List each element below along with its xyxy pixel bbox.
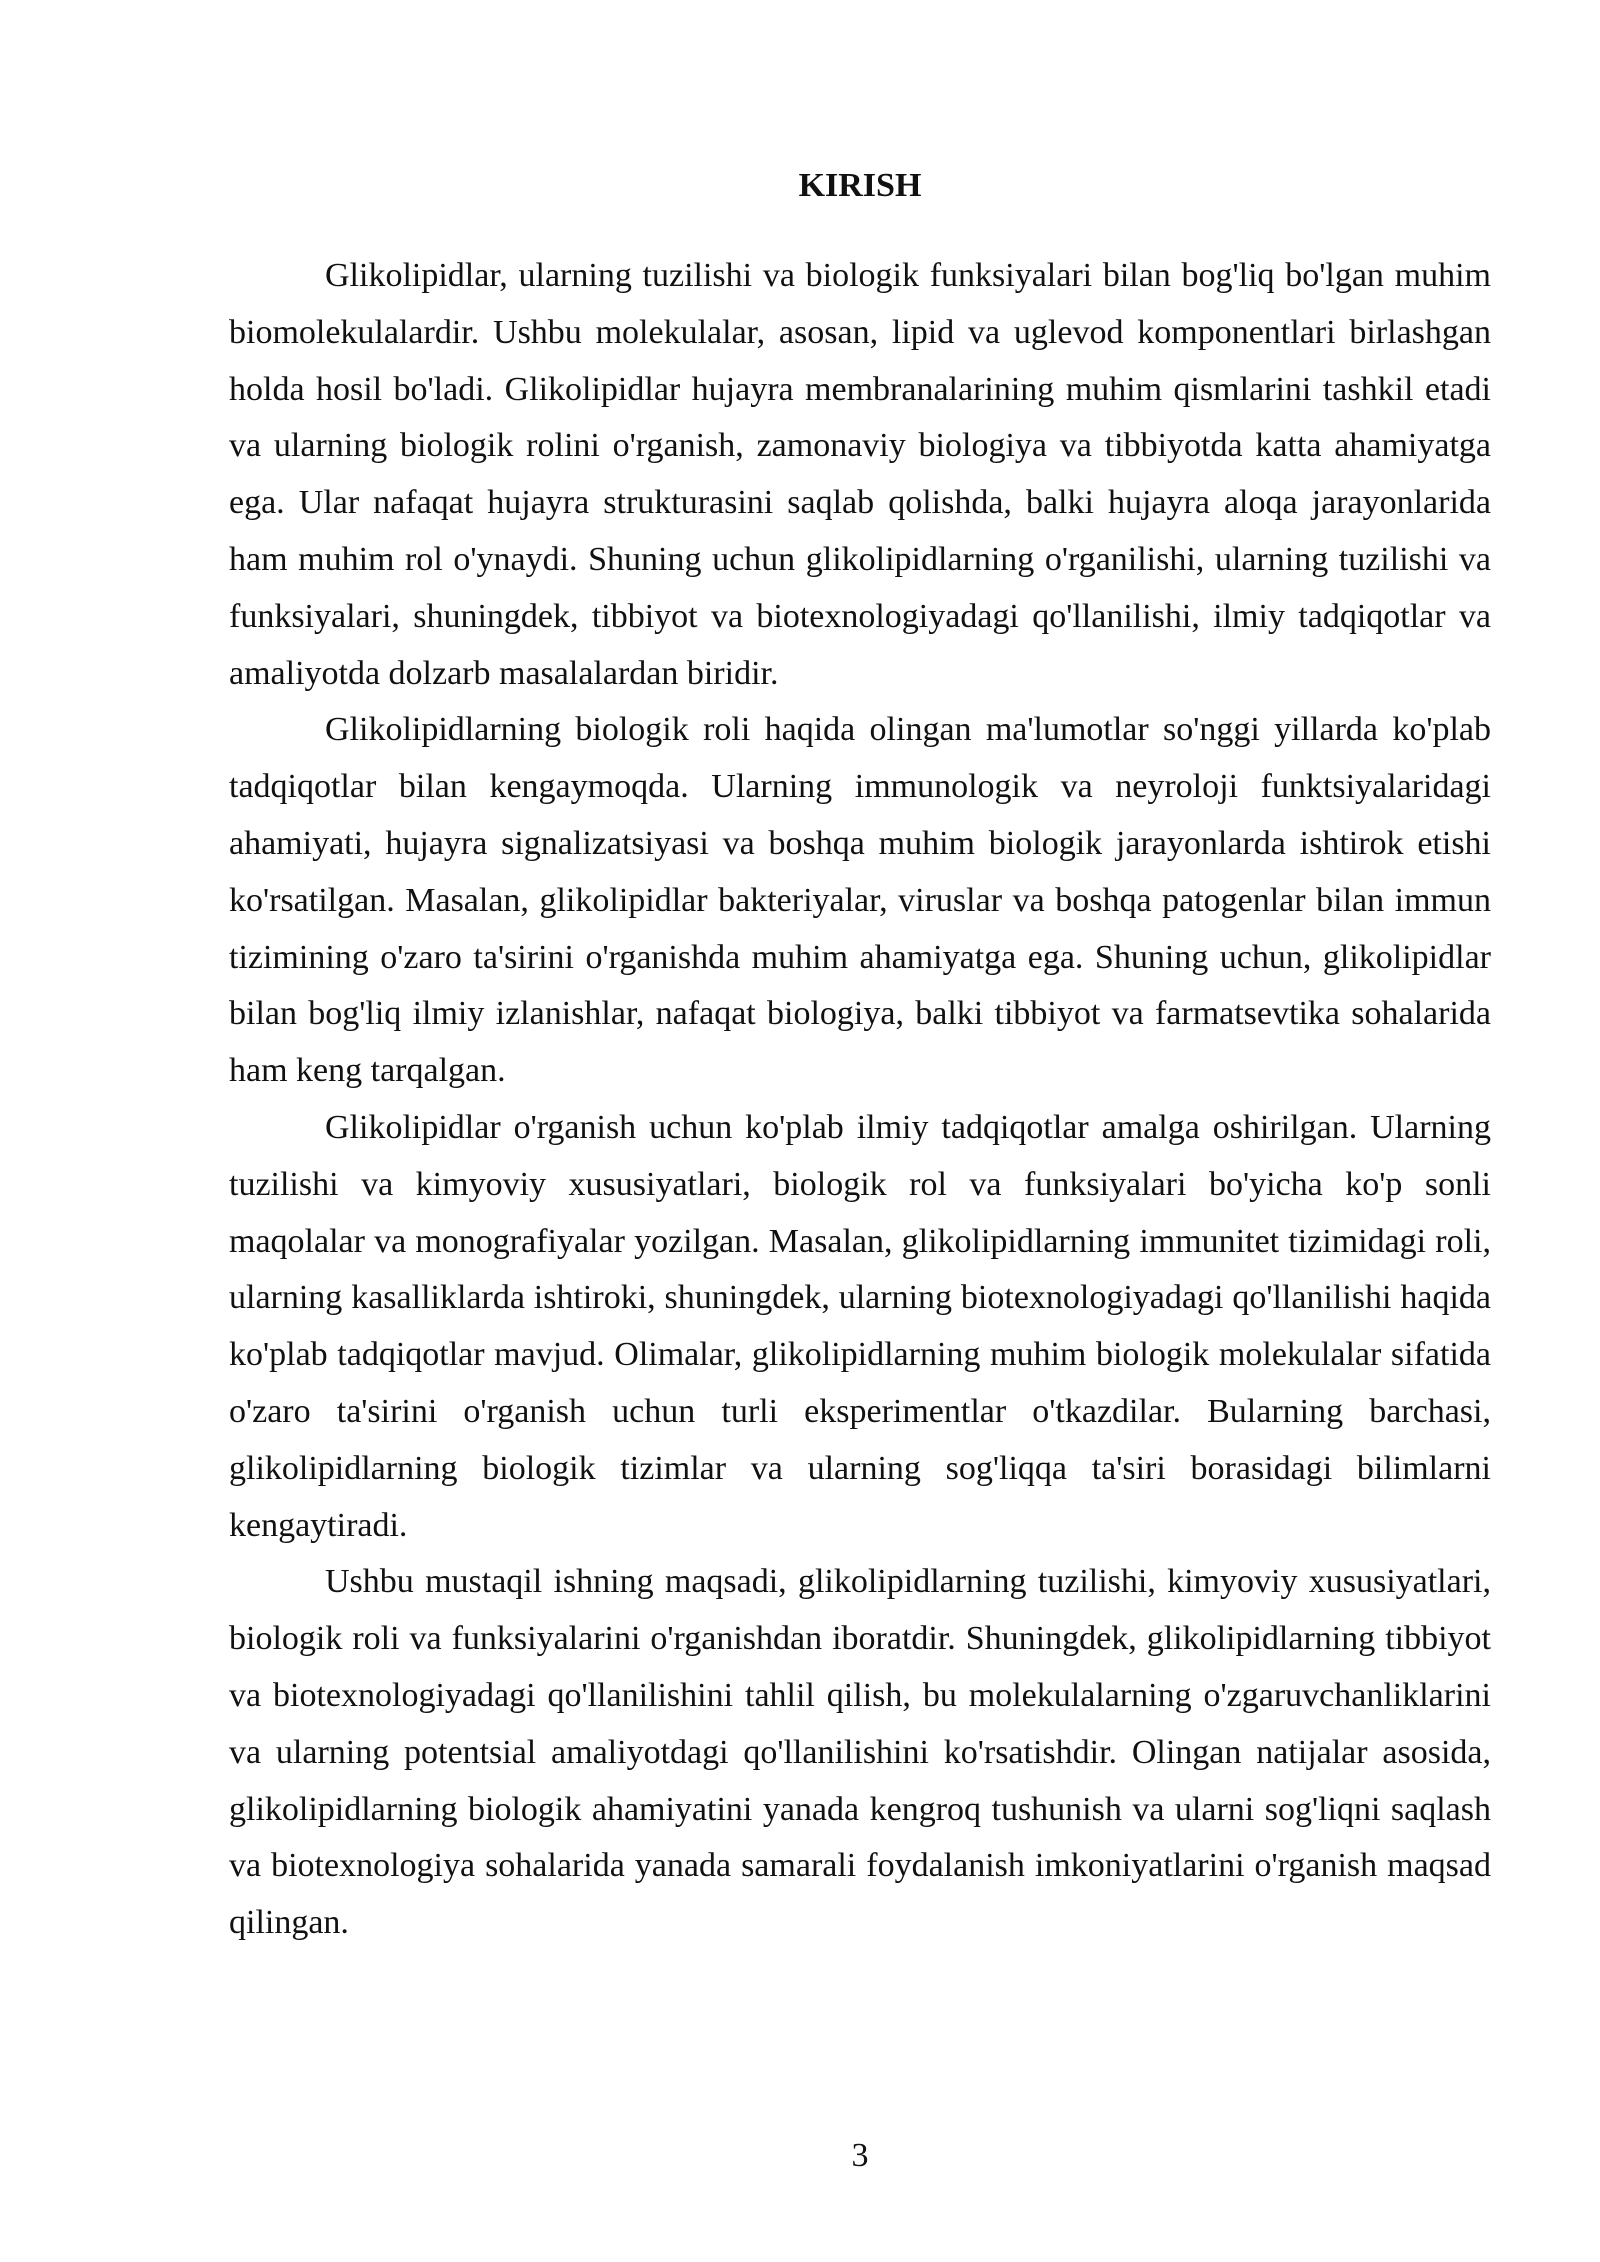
paragraph-4: Ushbu mustaqil ishning maqsadi, glikolipidlarning tuzilishi, kimyoviy xususiyatlari, biologik roli va funksiyalarini o'rganishdan iboratdir. Shuningdek, glikolipidlarning tibbiyot va biotexnologiyadagi qo'llanilishini tahlil qilish, bu molekulalarning o'zgaruvchanliklarini va ularning potentsial amaliyotdagi qo'llanilishini ko'rsatishdir. Olingan natijalar asosida, glikolipidlarning biologik ahamiyatini yanada kengroq tushunish va ularni sog'liqni saqlash va biotexnologiya sohalarida yanada samarali foydalanish imkoniyatlarini o'rganish maqsad qilingan.	[229, 1563, 1491, 1942]
document-body	[229, 248, 1491, 1952]
paragraph-3: Glikolipidlar o'rganish uchun ko'plab ilmiy tadqiqotlar amalga oshirilgan. Ularning tuzilishi va kimyoviy xususiyatlari, biologik rol va funksiyalari bo'yicha ko'p sonli maqolalar va monografiyalar yozilgan. Masalan, glikolipidlarning immunitet tizimidagi roli, ularning kasalliklarda ishtiroki, shuningdek, ularning biotexnologiyadagi qo'llanilishi haqida ko'plab tadqiqotlar mavjud. Olimalar, glikolipidlarning muhim biologik molekulalar sifatida o'zaro ta'sirini o'rganish uchun turli eksperimentlar o'tkazdilar. Bularning barchasi, glikolipidlarning biologik tizimlar va ularning sog'liqqa ta'siri borasidagi bilimlarni kengaytiradi.	[229, 1108, 1491, 1544]
paragraph-2: Glikolipidlarning biologik roli haqida olingan ma'lumotlar so'nggi yillarda ko'plab tadqiqotlar bilan kengaymoqda. Ularning immunologik va neyroloji funktsiyalaridagi ahamiyati, hujayra signalizatsiyasi va boshqa muhim biologik jarayonlarda ishtirok etishi ko'rsatilgan. Masalan, glikolipidlar bakteriyalar, viruslar va boshqa patogenlar bilan immun tizimining o'zaro ta'sirini o'rganishda muhim ahamiyatga ega. Shuning uchun, glikolipidlar bilan bog'liq ilmiy izlanishlar, nafaqat biologiya, balki tibbiyot va farmatsevtika sohalarida ham keng tarqalgan.	[229, 711, 1491, 1090]
page-number: 3	[851, 2137, 869, 2174]
page-title: KIRISH	[798, 167, 922, 204]
paragraph-1: Glikolipidlar, ularning tuzilishi va biologik funksiyalari bilan bog'liq bo'lgan muhim biomolekulalardir. Ushbu molekulalar, asosan, lipid va uglevod komponentlari birlashgan holda hosil bo'ladi. Glikolipidlar hujayra membranalarining muhim qismlarini tashkil etadi va ularning biologik rolini o'rganish, zamonaviy biologiya va tibbiyotda katta ahamiyatga ega. Ular nafaqat hujayra strukturasini saqlab qolishda, balki hujayra aloqa jarayonlarida ham muhim rol o'ynaydi. Shuning uchun glikolipidlarning o'rganilishi, ularning tuzilishi va funksiyalari, shuningdek, tibbiyot va biotexnologiyadagi qo'llanilishi, ilmiy tadqiqotlar va amaliyotda dolzarb masalalardan biridir.	[229, 257, 1491, 692]
document-page	[229, 0, 1491, 2262]
